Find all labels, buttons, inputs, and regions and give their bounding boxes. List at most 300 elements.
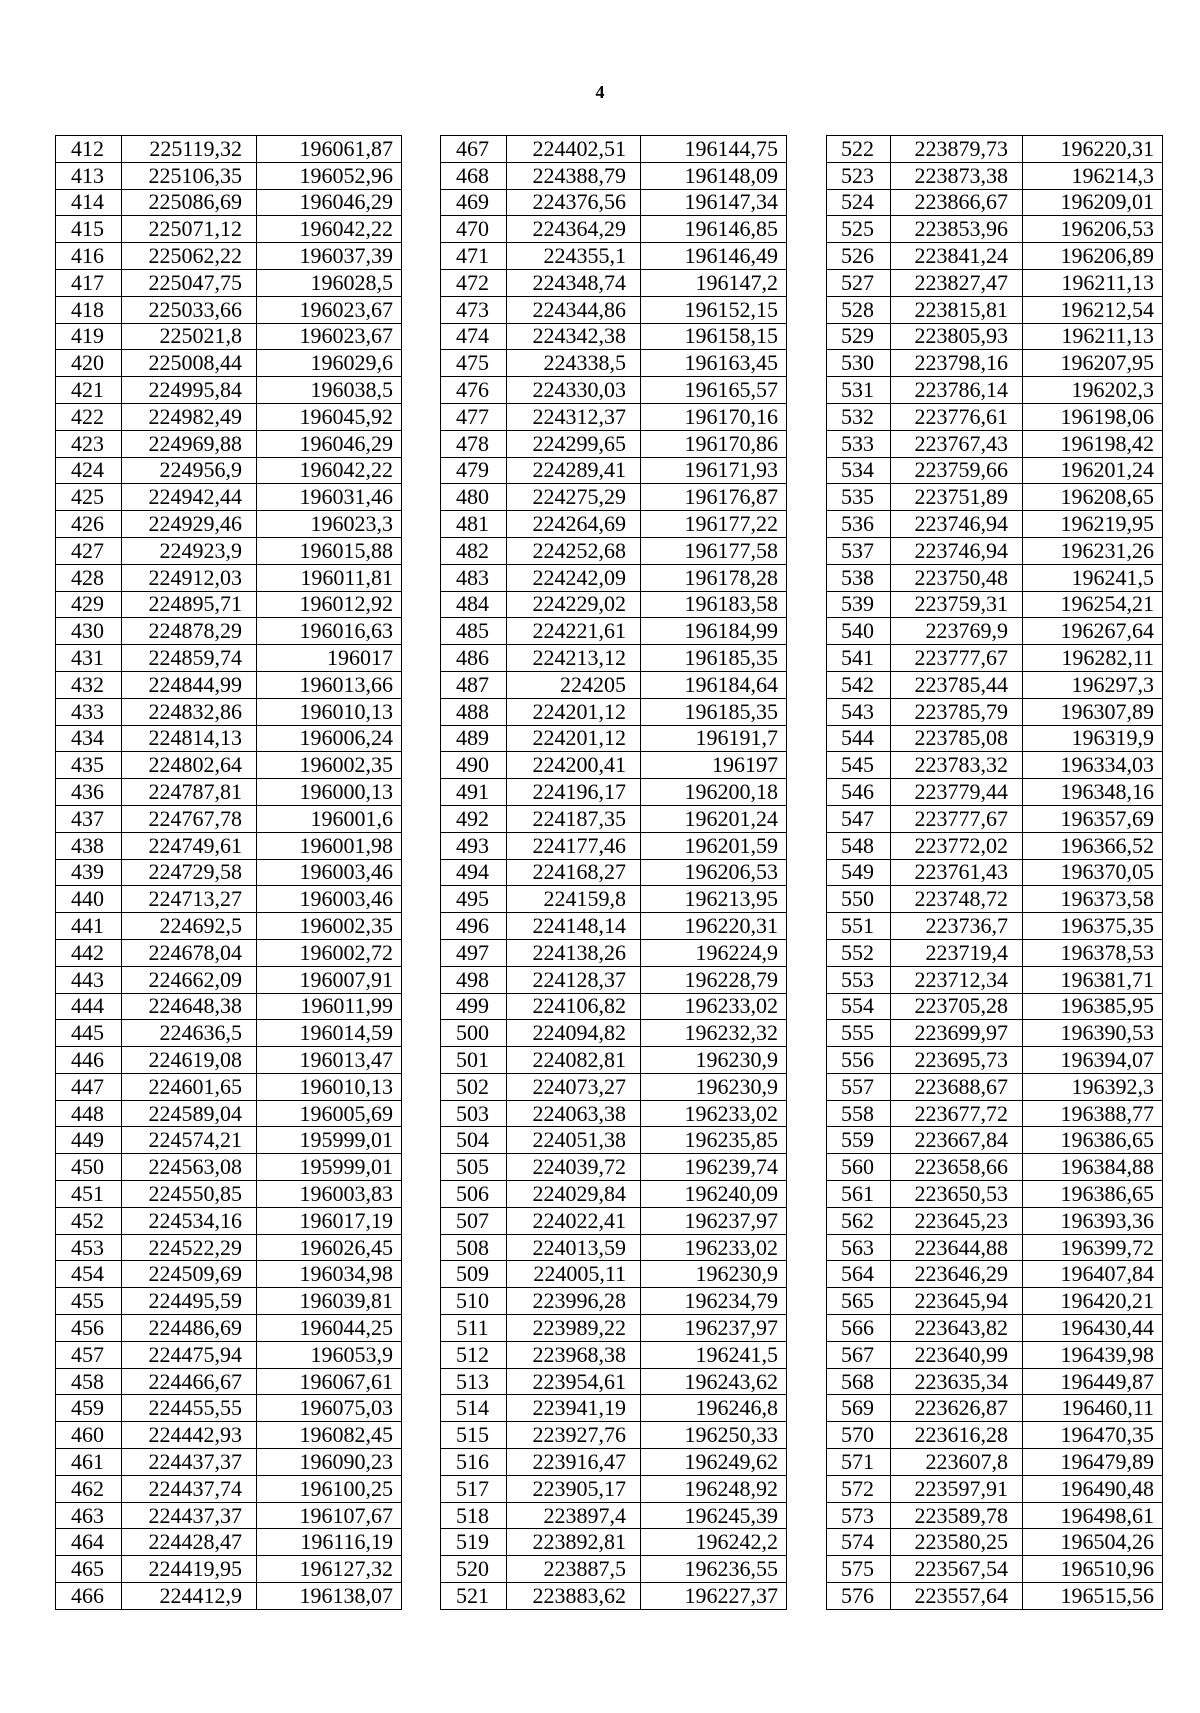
y-coordinate-cell: 196219,95 xyxy=(1023,511,1163,538)
point-number-cell: 422 xyxy=(56,403,122,430)
table-row xyxy=(441,511,787,538)
point-number-cell: 546 xyxy=(827,779,891,806)
table-row xyxy=(56,886,402,913)
table-row xyxy=(441,403,787,430)
table-row xyxy=(441,1556,787,1583)
y-coordinate-cell: 196183,58 xyxy=(641,591,787,618)
x-coordinate-cell: 224063,38 xyxy=(507,1100,641,1127)
x-coordinate-cell: 224289,41 xyxy=(507,457,641,484)
x-coordinate-cell: 224767,78 xyxy=(122,805,257,832)
y-coordinate-cell: 196023,3 xyxy=(257,511,402,538)
table-row xyxy=(56,269,402,296)
table-row xyxy=(56,377,402,404)
x-coordinate-cell: 223695,73 xyxy=(891,1047,1023,1074)
x-coordinate-cell: 224229,02 xyxy=(507,591,641,618)
point-number-cell: 565 xyxy=(827,1288,891,1315)
point-number-cell: 467 xyxy=(441,136,507,163)
table-row xyxy=(827,377,1163,404)
point-number-cell: 472 xyxy=(441,269,507,296)
table-row xyxy=(441,939,787,966)
y-coordinate-cell: 196082,45 xyxy=(257,1422,402,1449)
point-number-cell: 561 xyxy=(827,1181,891,1208)
point-number-cell: 465 xyxy=(56,1556,122,1583)
y-coordinate-cell: 196234,79 xyxy=(641,1288,787,1315)
y-coordinate-cell: 196230,9 xyxy=(641,1073,787,1100)
x-coordinate-cell: 224242,09 xyxy=(507,564,641,591)
point-number-cell: 488 xyxy=(441,698,507,725)
table-row xyxy=(56,805,402,832)
x-coordinate-cell: 224678,04 xyxy=(122,939,257,966)
point-number-cell: 522 xyxy=(827,136,891,163)
y-coordinate-cell: 196420,21 xyxy=(1023,1288,1163,1315)
point-number-cell: 417 xyxy=(56,269,122,296)
table-row xyxy=(56,1154,402,1181)
x-coordinate-cell: 224168,27 xyxy=(507,859,641,886)
y-coordinate-cell: 196206,53 xyxy=(641,859,787,886)
y-coordinate-cell: 196319,9 xyxy=(1023,725,1163,752)
point-number-cell: 494 xyxy=(441,859,507,886)
x-coordinate-cell: 224264,69 xyxy=(507,511,641,538)
point-number-cell: 557 xyxy=(827,1073,891,1100)
table-row xyxy=(56,671,402,698)
point-number-cell: 540 xyxy=(827,618,891,645)
table-row xyxy=(827,1422,1163,1449)
x-coordinate-cell: 223658,66 xyxy=(891,1154,1023,1181)
x-coordinate-cell: 224550,85 xyxy=(122,1181,257,1208)
point-number-cell: 459 xyxy=(56,1395,122,1422)
point-number-cell: 429 xyxy=(56,591,122,618)
y-coordinate-cell: 196220,31 xyxy=(641,913,787,940)
x-coordinate-cell: 223645,94 xyxy=(891,1288,1023,1315)
y-coordinate-cell: 196357,69 xyxy=(1023,805,1163,832)
y-coordinate-cell: 196393,36 xyxy=(1023,1207,1163,1234)
table-row xyxy=(441,1288,787,1315)
x-coordinate-cell: 224039,72 xyxy=(507,1154,641,1181)
point-number-cell: 568 xyxy=(827,1368,891,1395)
y-coordinate-cell: 196012,92 xyxy=(257,591,402,618)
table-row xyxy=(56,162,402,189)
y-coordinate-cell: 196430,44 xyxy=(1023,1315,1163,1342)
x-coordinate-cell: 224455,55 xyxy=(122,1395,257,1422)
point-number-cell: 529 xyxy=(827,323,891,350)
coordinate-table-2 xyxy=(440,135,787,1610)
x-coordinate-cell: 224619,08 xyxy=(122,1047,257,1074)
y-coordinate-cell: 196224,9 xyxy=(641,939,787,966)
point-number-cell: 544 xyxy=(827,725,891,752)
point-number-cell: 551 xyxy=(827,913,891,940)
point-number-cell: 463 xyxy=(56,1502,122,1529)
point-number-cell: 434 xyxy=(56,725,122,752)
y-coordinate-cell: 196214,3 xyxy=(1023,162,1163,189)
table-row xyxy=(441,269,787,296)
y-coordinate-cell: 196228,79 xyxy=(641,966,787,993)
y-coordinate-cell: 196046,29 xyxy=(257,430,402,457)
x-coordinate-cell: 224442,93 xyxy=(122,1422,257,1449)
x-coordinate-cell: 223968,38 xyxy=(507,1341,641,1368)
x-coordinate-cell: 223866,67 xyxy=(891,189,1023,216)
x-coordinate-cell: 223616,28 xyxy=(891,1422,1023,1449)
point-number-cell: 428 xyxy=(56,564,122,591)
table-row xyxy=(56,859,402,886)
point-number-cell: 508 xyxy=(441,1234,507,1261)
y-coordinate-cell: 196002,35 xyxy=(257,913,402,940)
table-row xyxy=(441,1020,787,1047)
y-coordinate-cell: 196241,5 xyxy=(1023,564,1163,591)
table-row xyxy=(441,1341,787,1368)
table-row xyxy=(56,993,402,1020)
y-coordinate-cell: 196242,2 xyxy=(641,1529,787,1556)
table-row xyxy=(827,832,1163,859)
x-coordinate-cell: 224437,37 xyxy=(122,1449,257,1476)
point-number-cell: 419 xyxy=(56,323,122,350)
x-coordinate-cell: 224348,74 xyxy=(507,269,641,296)
point-number-cell: 573 xyxy=(827,1502,891,1529)
x-coordinate-cell: 224495,59 xyxy=(122,1288,257,1315)
table-row xyxy=(827,752,1163,779)
point-number-cell: 554 xyxy=(827,993,891,1020)
table-row xyxy=(827,1556,1163,1583)
table-row xyxy=(441,966,787,993)
y-coordinate-cell: 196003,46 xyxy=(257,859,402,886)
y-coordinate-cell: 196233,02 xyxy=(641,1234,787,1261)
point-number-cell: 413 xyxy=(56,162,122,189)
point-number-cell: 567 xyxy=(827,1341,891,1368)
point-number-cell: 541 xyxy=(827,645,891,672)
table-row xyxy=(827,1395,1163,1422)
y-coordinate-cell: 196248,92 xyxy=(641,1475,787,1502)
x-coordinate-cell: 223785,79 xyxy=(891,698,1023,725)
table-row xyxy=(441,1047,787,1074)
x-coordinate-cell: 224563,08 xyxy=(122,1154,257,1181)
point-number-cell: 471 xyxy=(441,243,507,270)
y-coordinate-cell: 196246,8 xyxy=(641,1395,787,1422)
y-coordinate-cell: 196046,29 xyxy=(257,189,402,216)
y-coordinate-cell: 196000,13 xyxy=(257,779,402,806)
y-coordinate-cell: 196407,84 xyxy=(1023,1261,1163,1288)
table-row xyxy=(441,1502,787,1529)
x-coordinate-cell: 224982,49 xyxy=(122,403,257,430)
point-number-cell: 510 xyxy=(441,1288,507,1315)
point-number-cell: 492 xyxy=(441,805,507,832)
table-row xyxy=(441,725,787,752)
point-number-cell: 556 xyxy=(827,1047,891,1074)
x-coordinate-cell: 224692,5 xyxy=(122,913,257,940)
point-number-cell: 518 xyxy=(441,1502,507,1529)
point-number-cell: 539 xyxy=(827,591,891,618)
point-number-cell: 456 xyxy=(56,1315,122,1342)
point-number-cell: 512 xyxy=(441,1341,507,1368)
x-coordinate-cell: 223767,43 xyxy=(891,430,1023,457)
table-row xyxy=(441,859,787,886)
point-number-cell: 415 xyxy=(56,216,122,243)
y-coordinate-cell: 196237,97 xyxy=(641,1207,787,1234)
x-coordinate-cell: 224159,8 xyxy=(507,886,641,913)
y-coordinate-cell: 196206,53 xyxy=(1023,216,1163,243)
x-coordinate-cell: 224402,51 xyxy=(507,136,641,163)
x-coordinate-cell: 223677,72 xyxy=(891,1100,1023,1127)
y-coordinate-cell: 196010,13 xyxy=(257,698,402,725)
point-number-cell: 469 xyxy=(441,189,507,216)
table-row xyxy=(827,1020,1163,1047)
point-number-cell: 480 xyxy=(441,484,507,511)
x-coordinate-cell: 225047,75 xyxy=(122,269,257,296)
x-coordinate-cell: 225062,22 xyxy=(122,243,257,270)
table-row xyxy=(441,243,787,270)
x-coordinate-cell: 223640,99 xyxy=(891,1341,1023,1368)
table-row xyxy=(827,1529,1163,1556)
point-number-cell: 502 xyxy=(441,1073,507,1100)
y-coordinate-cell: 196239,74 xyxy=(641,1154,787,1181)
y-coordinate-cell: 196147,34 xyxy=(641,189,787,216)
table-row xyxy=(827,1368,1163,1395)
y-coordinate-cell: 196148,09 xyxy=(641,162,787,189)
y-coordinate-cell: 196227,37 xyxy=(641,1583,787,1610)
y-coordinate-cell: 196010,13 xyxy=(257,1073,402,1100)
x-coordinate-cell: 224475,94 xyxy=(122,1341,257,1368)
point-number-cell: 462 xyxy=(56,1475,122,1502)
x-coordinate-cell: 223705,28 xyxy=(891,993,1023,1020)
y-coordinate-cell: 196011,81 xyxy=(257,564,402,591)
point-number-cell: 558 xyxy=(827,1100,891,1127)
x-coordinate-cell: 224574,21 xyxy=(122,1127,257,1154)
point-number-cell: 493 xyxy=(441,832,507,859)
point-number-cell: 524 xyxy=(827,189,891,216)
x-coordinate-cell: 223667,84 xyxy=(891,1127,1023,1154)
point-number-cell: 553 xyxy=(827,966,891,993)
point-number-cell: 572 xyxy=(827,1475,891,1502)
table-row xyxy=(56,323,402,350)
table-row xyxy=(441,1475,787,1502)
table-row xyxy=(56,189,402,216)
y-coordinate-cell: 196334,03 xyxy=(1023,752,1163,779)
x-coordinate-cell: 224148,14 xyxy=(507,913,641,940)
table-row xyxy=(827,698,1163,725)
y-coordinate-cell: 196198,42 xyxy=(1023,430,1163,457)
table-row xyxy=(827,1261,1163,1288)
y-coordinate-cell: 196170,86 xyxy=(641,430,787,457)
point-number-cell: 543 xyxy=(827,698,891,725)
x-coordinate-cell: 224787,81 xyxy=(122,779,257,806)
point-number-cell: 438 xyxy=(56,832,122,859)
point-number-cell: 423 xyxy=(56,430,122,457)
table-row xyxy=(56,725,402,752)
x-coordinate-cell: 224814,13 xyxy=(122,725,257,752)
point-number-cell: 475 xyxy=(441,350,507,377)
x-coordinate-cell: 224437,37 xyxy=(122,1502,257,1529)
x-coordinate-cell: 224589,04 xyxy=(122,1100,257,1127)
x-coordinate-cell: 223954,61 xyxy=(507,1368,641,1395)
point-number-cell: 416 xyxy=(56,243,122,270)
y-coordinate-cell: 196184,99 xyxy=(641,618,787,645)
y-coordinate-cell: 196243,62 xyxy=(641,1368,787,1395)
point-number-cell: 542 xyxy=(827,671,891,698)
table-row xyxy=(56,1341,402,1368)
y-coordinate-cell: 196240,09 xyxy=(641,1181,787,1208)
table-row xyxy=(56,1368,402,1395)
table-row xyxy=(56,1261,402,1288)
table-row xyxy=(441,1583,787,1610)
point-number-cell: 527 xyxy=(827,269,891,296)
x-coordinate-cell: 224636,5 xyxy=(122,1020,257,1047)
y-coordinate-cell: 196146,85 xyxy=(641,216,787,243)
y-coordinate-cell: 196460,11 xyxy=(1023,1395,1163,1422)
y-coordinate-cell: 196138,07 xyxy=(257,1583,402,1610)
x-coordinate-cell: 224106,82 xyxy=(507,993,641,1020)
point-number-cell: 446 xyxy=(56,1047,122,1074)
point-number-cell: 481 xyxy=(441,511,507,538)
y-coordinate-cell: 196042,22 xyxy=(257,457,402,484)
x-coordinate-cell: 223645,23 xyxy=(891,1207,1023,1234)
y-coordinate-cell: 196037,39 xyxy=(257,243,402,270)
point-number-cell: 484 xyxy=(441,591,507,618)
x-coordinate-cell: 224029,84 xyxy=(507,1181,641,1208)
table-row xyxy=(441,1234,787,1261)
y-coordinate-cell: 196191,7 xyxy=(641,725,787,752)
table-row xyxy=(441,1181,787,1208)
x-coordinate-cell: 224022,41 xyxy=(507,1207,641,1234)
x-coordinate-cell: 223650,53 xyxy=(891,1181,1023,1208)
table-row xyxy=(441,136,787,163)
table-row xyxy=(827,269,1163,296)
y-coordinate-cell: 196170,16 xyxy=(641,403,787,430)
x-coordinate-cell: 224388,79 xyxy=(507,162,641,189)
table-row xyxy=(827,966,1163,993)
point-number-cell: 476 xyxy=(441,377,507,404)
x-coordinate-cell: 223748,72 xyxy=(891,886,1023,913)
y-coordinate-cell: 196002,72 xyxy=(257,939,402,966)
x-coordinate-cell: 224428,47 xyxy=(122,1529,257,1556)
point-number-cell: 455 xyxy=(56,1288,122,1315)
point-number-cell: 545 xyxy=(827,752,891,779)
y-coordinate-cell: 196390,53 xyxy=(1023,1020,1163,1047)
table-row xyxy=(827,1207,1163,1234)
table-row xyxy=(827,645,1163,672)
y-coordinate-cell: 196449,87 xyxy=(1023,1368,1163,1395)
table-row xyxy=(441,1368,787,1395)
y-coordinate-cell: 196307,89 xyxy=(1023,698,1163,725)
table-row xyxy=(56,1100,402,1127)
point-number-cell: 498 xyxy=(441,966,507,993)
x-coordinate-cell: 224200,41 xyxy=(507,752,641,779)
point-number-cell: 563 xyxy=(827,1234,891,1261)
point-number-cell: 453 xyxy=(56,1234,122,1261)
point-number-cell: 523 xyxy=(827,162,891,189)
x-coordinate-cell: 223786,14 xyxy=(891,377,1023,404)
table-row xyxy=(56,779,402,806)
table-row xyxy=(441,671,787,698)
point-number-cell: 420 xyxy=(56,350,122,377)
y-coordinate-cell: 196185,35 xyxy=(641,698,787,725)
y-coordinate-cell: 196201,24 xyxy=(1023,457,1163,484)
y-coordinate-cell: 196206,89 xyxy=(1023,243,1163,270)
table-row xyxy=(441,323,787,350)
y-coordinate-cell: 196061,87 xyxy=(257,136,402,163)
table-row xyxy=(441,698,787,725)
x-coordinate-cell: 224338,5 xyxy=(507,350,641,377)
point-number-cell: 550 xyxy=(827,886,891,913)
x-coordinate-cell: 223626,87 xyxy=(891,1395,1023,1422)
table-row xyxy=(441,913,787,940)
point-number-cell: 439 xyxy=(56,859,122,886)
x-coordinate-cell: 223607,8 xyxy=(891,1449,1023,1476)
table-row xyxy=(441,216,787,243)
point-number-cell: 501 xyxy=(441,1047,507,1074)
x-coordinate-cell: 224177,46 xyxy=(507,832,641,859)
y-coordinate-cell: 196241,5 xyxy=(641,1341,787,1368)
table-row xyxy=(827,1475,1163,1502)
y-coordinate-cell: 196388,77 xyxy=(1023,1100,1163,1127)
point-number-cell: 458 xyxy=(56,1368,122,1395)
point-number-cell: 447 xyxy=(56,1073,122,1100)
table-row xyxy=(56,1529,402,1556)
y-coordinate-cell: 196031,46 xyxy=(257,484,402,511)
point-number-cell: 514 xyxy=(441,1395,507,1422)
y-coordinate-cell: 196034,98 xyxy=(257,1261,402,1288)
x-coordinate-cell: 223916,47 xyxy=(507,1449,641,1476)
x-coordinate-cell: 223643,82 xyxy=(891,1315,1023,1342)
y-coordinate-cell: 196165,57 xyxy=(641,377,787,404)
table-row xyxy=(56,1315,402,1342)
coordinate-table-1 xyxy=(55,135,402,1610)
x-coordinate-cell: 224013,59 xyxy=(507,1234,641,1261)
table-row xyxy=(441,1449,787,1476)
point-number-cell: 535 xyxy=(827,484,891,511)
table-row xyxy=(56,1073,402,1100)
y-coordinate-cell: 196107,67 xyxy=(257,1502,402,1529)
x-coordinate-cell: 225086,69 xyxy=(122,189,257,216)
y-coordinate-cell: 196386,65 xyxy=(1023,1181,1163,1208)
x-coordinate-cell: 223905,17 xyxy=(507,1475,641,1502)
point-number-cell: 457 xyxy=(56,1341,122,1368)
point-number-cell: 425 xyxy=(56,484,122,511)
x-coordinate-cell: 224601,65 xyxy=(122,1073,257,1100)
x-coordinate-cell: 223635,34 xyxy=(891,1368,1023,1395)
table-row xyxy=(56,537,402,564)
y-coordinate-cell: 196297,3 xyxy=(1023,671,1163,698)
y-coordinate-cell: 196209,01 xyxy=(1023,189,1163,216)
y-coordinate-cell: 196016,63 xyxy=(257,618,402,645)
point-number-cell: 526 xyxy=(827,243,891,270)
table-row xyxy=(441,1100,787,1127)
y-coordinate-cell: 196213,95 xyxy=(641,886,787,913)
point-number-cell: 521 xyxy=(441,1583,507,1610)
y-coordinate-cell: 196348,16 xyxy=(1023,779,1163,806)
y-coordinate-cell: 196282,11 xyxy=(1023,645,1163,672)
point-number-cell: 560 xyxy=(827,1154,891,1181)
y-coordinate-cell: 196144,75 xyxy=(641,136,787,163)
table-row xyxy=(827,618,1163,645)
table-row xyxy=(56,1047,402,1074)
x-coordinate-cell: 223719,4 xyxy=(891,939,1023,966)
point-number-cell: 530 xyxy=(827,350,891,377)
x-coordinate-cell: 224713,27 xyxy=(122,886,257,913)
table-row xyxy=(441,537,787,564)
point-number-cell: 482 xyxy=(441,537,507,564)
y-coordinate-cell: 196439,98 xyxy=(1023,1341,1163,1368)
table-row xyxy=(56,296,402,323)
point-number-cell: 426 xyxy=(56,511,122,538)
point-number-cell: 533 xyxy=(827,430,891,457)
table-row xyxy=(441,564,787,591)
y-coordinate-cell: 196176,87 xyxy=(641,484,787,511)
y-coordinate-cell: 196366,52 xyxy=(1023,832,1163,859)
point-number-cell: 433 xyxy=(56,698,122,725)
point-number-cell: 497 xyxy=(441,939,507,966)
y-coordinate-cell: 196052,96 xyxy=(257,162,402,189)
table-row xyxy=(56,1181,402,1208)
y-coordinate-cell: 196014,59 xyxy=(257,1020,402,1047)
x-coordinate-cell: 223580,25 xyxy=(891,1529,1023,1556)
